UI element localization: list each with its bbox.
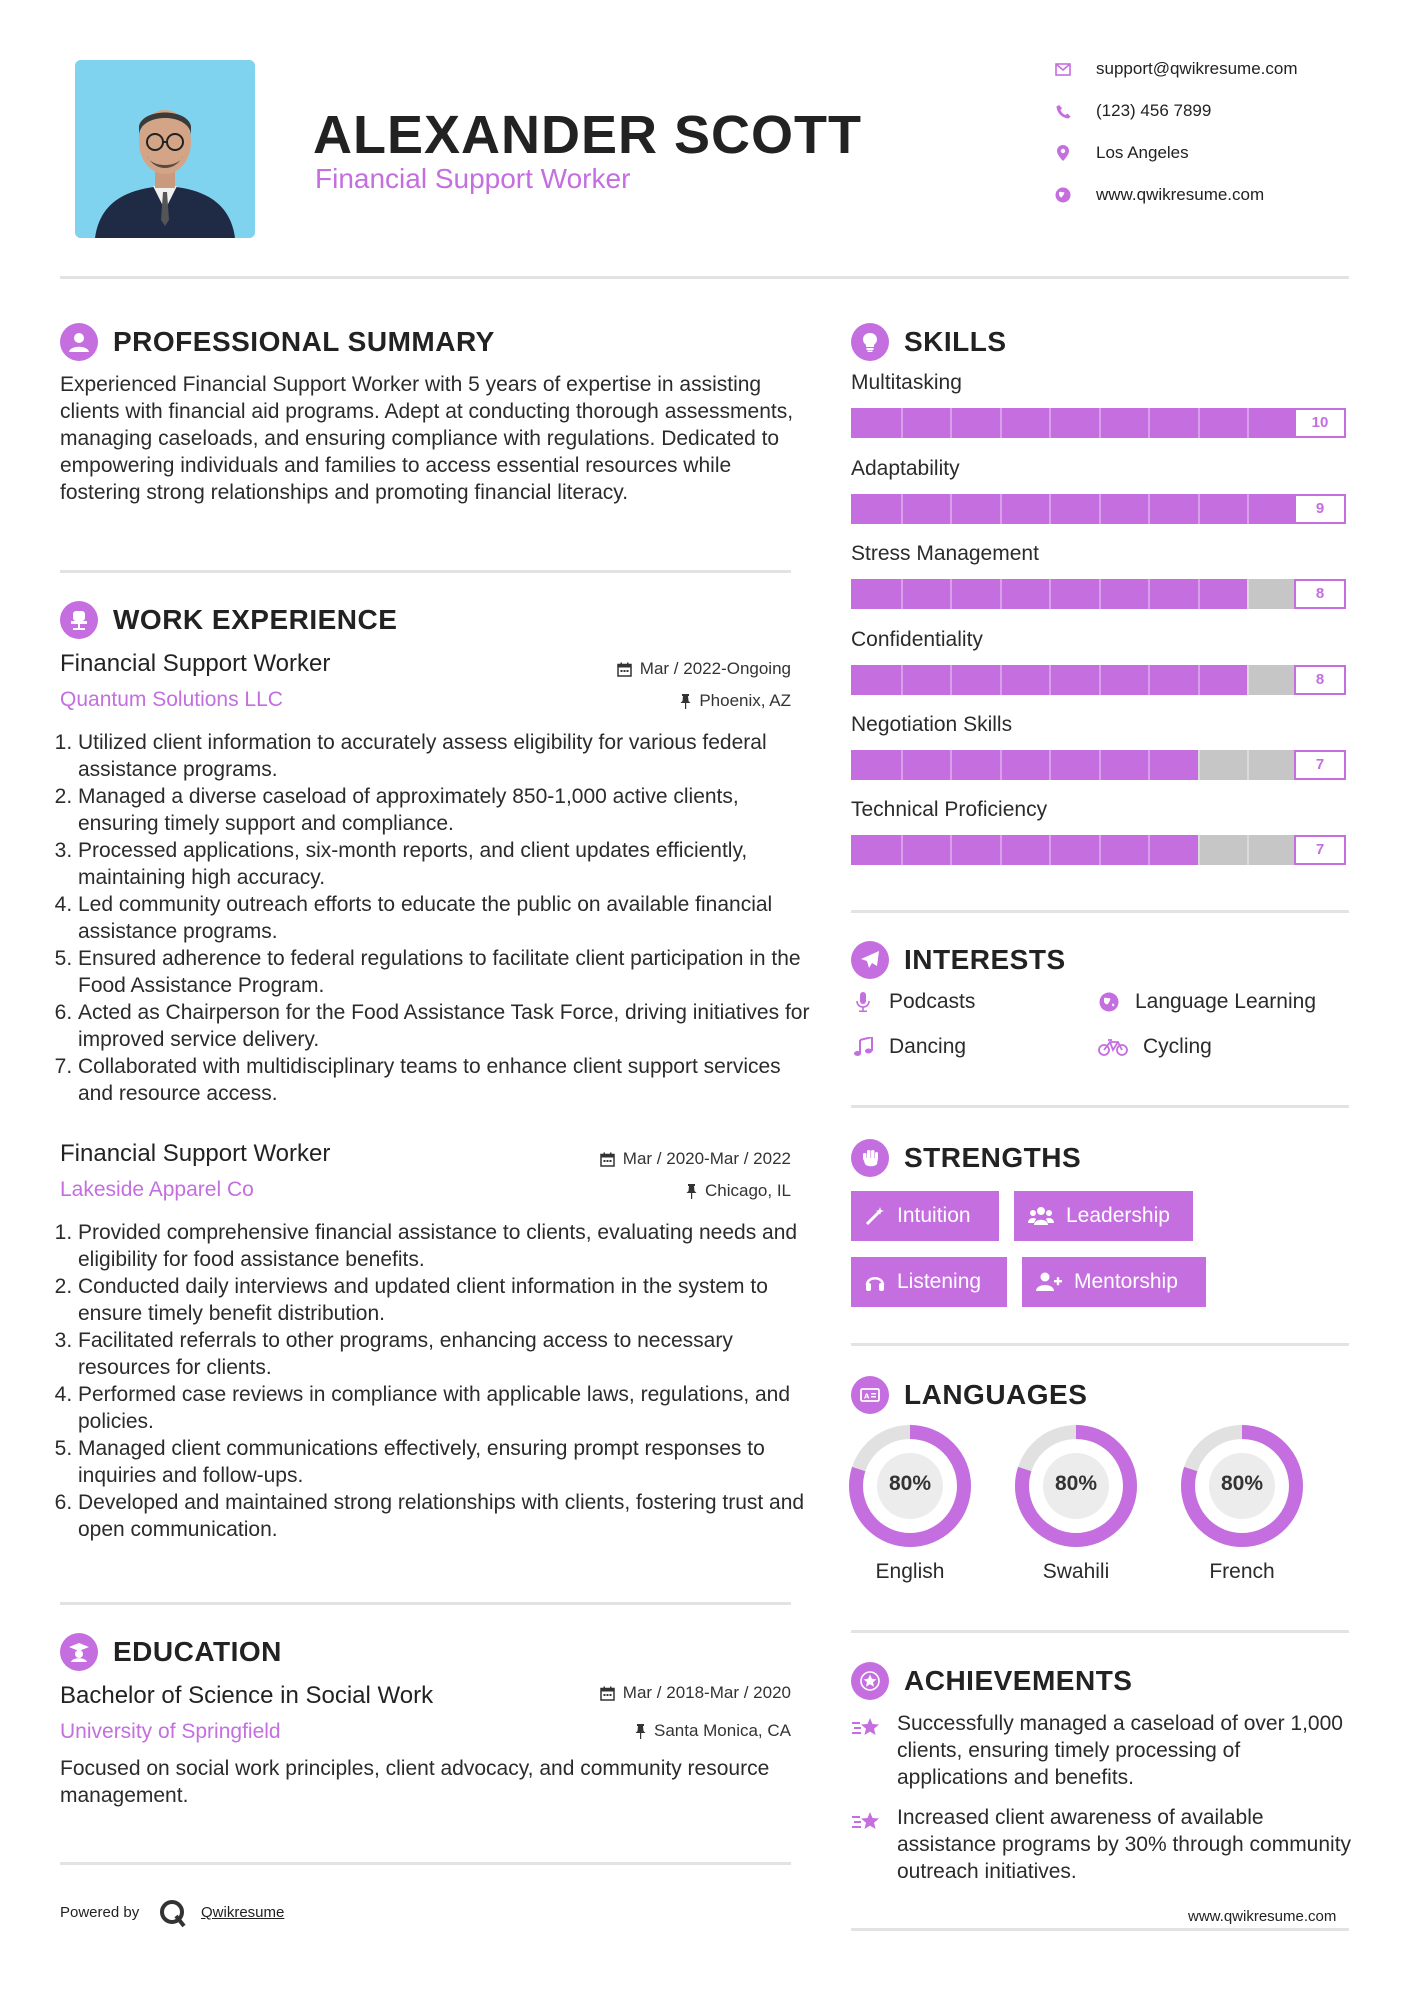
- skill-bar-segment: [901, 750, 903, 780]
- list-item: 2. Managed a diverse caseload of approximately 850-1,000 active clients, ensuring timely support and compliance.: [78, 783, 813, 837]
- qwikresume-link[interactable]: Qwikresume: [201, 1904, 285, 1921]
- user-plus-icon: [1036, 1272, 1062, 1292]
- skill-bar-segment: [1247, 835, 1249, 865]
- skill-bar-segment: [1148, 408, 1150, 438]
- strength-listening: [851, 1257, 1007, 1307]
- list-item: 5. Ensured adherence to federal regulations to facilitate client participation in the Food Assistance Program.: [78, 945, 813, 999]
- skill-bar-segment: [950, 835, 952, 865]
- qwikresume-logo-icon: [158, 1898, 188, 1928]
- profile-photo: [75, 60, 255, 238]
- pushpin-icon: [686, 1184, 697, 1199]
- language-percent: 80%: [1054, 1472, 1098, 1495]
- powered-by-text: Powered by: [60, 1904, 140, 1921]
- skill-bar-segment: [1198, 665, 1200, 695]
- list-item: 6. Developed and maintained strong relationships with clients, fostering trust and open communication.: [78, 1489, 813, 1543]
- summary-heading-text: PROFESSIONAL SUMMARY: [113, 326, 495, 357]
- skill-bar-segment: [1198, 579, 1200, 609]
- contact-website-text: www.qwikresume.com: [1096, 185, 1265, 204]
- list-item: 6. Acted as Chairperson for the Food Assistance Task Force, driving initiatives for improved service delivery.: [78, 999, 813, 1053]
- skill-bar-segment: [950, 750, 952, 780]
- skills-heading-text: SKILLS: [904, 326, 1007, 357]
- list-item: 1. Utilized client information to accurately assess eligibility for various federal assistance programs.: [78, 729, 813, 783]
- summary-divider: [60, 570, 791, 573]
- summary-text: Experienced Financial Support Worker with 5 years of expertise in assisting clients with financial aid programs. Adept at conducting thorough assessments, managing caseloads, and ensuring compliance with regulations. Dedicated to empowering individuals and families to access essential resources while fostering strong relationships and promoting financial literacy.: [60, 373, 794, 504]
- skill-bar: [851, 835, 1346, 865]
- skill-name: Stress Management: [851, 542, 1039, 565]
- users-icon: [1028, 1206, 1054, 1226]
- strengths-heading-text: STRENGTHS: [904, 1142, 1082, 1173]
- skill-bar-segment: [1247, 665, 1249, 695]
- skill-bar-segment: [901, 579, 903, 609]
- language-percent: 80%: [1220, 1472, 1264, 1495]
- education-school: University of Springfield: [60, 1720, 281, 1743]
- work-heading: [60, 601, 397, 639]
- job-1-date-text: Mar / 2022-Ongoing: [639, 659, 791, 678]
- education-description: Focused on social work principles, client advocacy, and community resource management.: [60, 1757, 770, 1807]
- achievement-text: Increased client awareness of available assistance programs by 30% through community outreach initiatives.: [897, 1806, 1352, 1883]
- skill-bar-segment: [901, 408, 903, 438]
- skill-bar-segment: [1198, 408, 1200, 438]
- achievement-item: [851, 1710, 1352, 1791]
- job-2-location: [686, 1181, 791, 1201]
- map-pin-icon: [1052, 142, 1074, 164]
- skill-bar-segment: [1099, 665, 1101, 695]
- interest-label: Dancing: [889, 1035, 967, 1058]
- list-item: 3. Processed applications, six-month reports, and client updates efficiently, maintaining high accuracy.: [78, 837, 813, 891]
- skill-name: Negotiation Skills: [851, 713, 1013, 736]
- language-name: English: [875, 1560, 945, 1583]
- strength-label: Intuition: [897, 1204, 971, 1227]
- job-1-company: Quantum Solutions LLC: [60, 688, 283, 711]
- music-note-icon: [851, 1035, 875, 1059]
- job-1-title: Financial Support Worker: [60, 650, 331, 677]
- contact-location: [1052, 142, 1189, 164]
- magic-wand-icon: [865, 1206, 885, 1226]
- job-2-title: Financial Support Worker: [60, 1140, 331, 1167]
- contact-phone-text: (123) 456 7899: [1096, 101, 1212, 120]
- language-ring: [848, 1424, 972, 1548]
- pushpin-icon: [680, 694, 691, 709]
- language-name: Swahili: [1042, 1560, 1110, 1583]
- skill-name: Adaptability: [851, 457, 960, 480]
- interest-language-learning: [1097, 990, 1316, 1014]
- skill-bar-segment: [1000, 408, 1002, 438]
- contact-website[interactable]: [1052, 184, 1264, 206]
- skill-bar-segment: [950, 579, 952, 609]
- skills-divider: [851, 910, 1349, 913]
- skill-bar-segment: [1198, 750, 1200, 780]
- skill-bar: [851, 408, 1346, 438]
- interests-heading: [851, 941, 1066, 979]
- list-item: 4. Performed case reviews in compliance with applicable laws, regulations, and policies.: [78, 1381, 813, 1435]
- graduation-icon: [60, 1633, 98, 1671]
- contact-phone: [1052, 100, 1211, 122]
- skill-bar-segment: [1000, 835, 1002, 865]
- skill-bar-segment: [1099, 750, 1101, 780]
- list-item: 1. Provided comprehensive financial assistance to clients, evaluating needs and eligibility for food assistance benefits.: [78, 1219, 813, 1273]
- interest-dancing: [851, 1035, 966, 1059]
- briefcase-chair-icon: [60, 601, 98, 639]
- strengths-heading: [851, 1139, 1081, 1177]
- fist-icon: [851, 1139, 889, 1177]
- achievements-heading: [851, 1662, 1132, 1700]
- globe-icon: [1097, 990, 1121, 1014]
- interests-divider: [851, 1105, 1349, 1108]
- skill-bar-segment: [901, 665, 903, 695]
- skill-level-badge: 10: [1294, 408, 1346, 438]
- star-badge-icon: [851, 1662, 889, 1700]
- skill-bar-segment: [1000, 494, 1002, 524]
- job-2-location-text: Chicago, IL: [705, 1181, 791, 1200]
- skill-bar-segment: [1198, 494, 1200, 524]
- strength-intuition: [851, 1191, 999, 1241]
- languages-heading: [851, 1376, 1087, 1414]
- skill-bar-segment: [1099, 835, 1101, 865]
- skills-heading: [851, 323, 1007, 361]
- strength-leadership: [1014, 1191, 1193, 1241]
- skill-bar-segment: [901, 494, 903, 524]
- header-divider: [60, 276, 1349, 279]
- education-date: [600, 1683, 791, 1703]
- list-item: 7. Collaborated with multidisciplinary teams to enhance client support services and resource access.: [78, 1053, 813, 1107]
- skill-bar-segment: [950, 494, 952, 524]
- lightbulb-icon: [851, 323, 889, 361]
- strength-mentorship: [1022, 1257, 1206, 1307]
- contact-location-text: Los Angeles: [1096, 143, 1189, 162]
- skill-bar-segment: [1099, 579, 1101, 609]
- skill-bar: [851, 750, 1346, 780]
- language-percent: 80%: [888, 1472, 932, 1495]
- microphone-icon: [851, 990, 875, 1014]
- skill-bar-segment: [1049, 579, 1051, 609]
- contact-email-text: support@qwikresume.com: [1096, 59, 1298, 78]
- language-ring: [1180, 1424, 1304, 1548]
- interest-label: Podcasts: [889, 990, 976, 1013]
- job-1-date: [617, 659, 791, 679]
- skill-bar-segment: [950, 408, 952, 438]
- skill-bar-segment: [1099, 408, 1101, 438]
- skill-bar-segment: [1247, 494, 1249, 524]
- interest-podcasts: [851, 990, 975, 1014]
- skill-bar-segment: [1198, 835, 1200, 865]
- skill-name: Confidentiality: [851, 628, 983, 651]
- achievement-item: [851, 1804, 1352, 1885]
- skill-name: Multitasking: [851, 371, 962, 394]
- skill-bar-segment: [1000, 579, 1002, 609]
- skill-bar-segment: [1049, 750, 1051, 780]
- skill-bar-segment: [901, 835, 903, 865]
- skill-name: Technical Proficiency: [851, 798, 1048, 821]
- education-degree: Bachelor of Science in Social Work: [60, 1682, 434, 1709]
- job-2-date: [600, 1149, 791, 1169]
- job-1-duties: [60, 729, 813, 1107]
- skill-level-badge: 8: [1294, 579, 1346, 609]
- bicycle-icon: [1097, 1035, 1129, 1059]
- strength-label: Listening: [897, 1270, 982, 1293]
- strength-label: Leadership: [1066, 1204, 1170, 1227]
- pushpin-icon: [635, 1724, 646, 1739]
- list-item: 2. Conducted daily interviews and updated client information in the system to ensure timely benefit distribution.: [78, 1273, 813, 1327]
- calendar-icon: [600, 1152, 615, 1167]
- skill-bar-segment: [1049, 835, 1051, 865]
- shooting-star-icon: [851, 1806, 883, 1838]
- skill-bar: [851, 579, 1346, 609]
- education-date-text: Mar / 2018-Mar / 2020: [622, 1683, 791, 1702]
- skill-bar-segment: [1247, 408, 1249, 438]
- skill-bar-segment: [1148, 835, 1150, 865]
- achievement-text: Successfully managed a caseload of over 1,000 clients, ensuring timely processing of applications and benefits.: [897, 1712, 1343, 1789]
- skill-bar-segment: [1049, 408, 1051, 438]
- svg-text:A: A: [864, 1392, 870, 1401]
- job-2-company: Lakeside Apparel Co: [60, 1178, 254, 1201]
- shooting-star-icon: [851, 1712, 883, 1744]
- contact-email: [1052, 58, 1298, 80]
- interest-label: Cycling: [1143, 1035, 1212, 1058]
- skill-level-badge: 7: [1294, 750, 1346, 780]
- job-1-location: [680, 691, 791, 711]
- skill-bar-segment: [1000, 665, 1002, 695]
- skill-level-badge: 8: [1294, 665, 1346, 695]
- skill-bar-fill: [851, 494, 1297, 524]
- calendar-icon: [617, 662, 632, 677]
- summary-heading: [60, 323, 495, 361]
- education-divider: [60, 1862, 791, 1865]
- candidate-name: ALEXANDER SCOTT: [313, 105, 863, 165]
- education-heading: [60, 1633, 282, 1671]
- job-1-location-text: Phoenix, AZ: [699, 691, 791, 710]
- user-icon: [60, 323, 98, 361]
- education-heading-text: EDUCATION: [113, 1636, 282, 1667]
- skill-bar-segment: [1000, 750, 1002, 780]
- skill-level-badge: 9: [1294, 494, 1346, 524]
- skill-bar-segment: [1049, 494, 1051, 524]
- strengths-divider: [851, 1343, 1349, 1346]
- strength-label: Mentorship: [1074, 1270, 1178, 1293]
- job-2-date-text: Mar / 2020-Mar / 2022: [622, 1149, 791, 1168]
- achievements-heading-text: ACHIEVEMENTS: [904, 1665, 1133, 1696]
- job-2-duties: [60, 1219, 813, 1543]
- languages-divider: [851, 1630, 1349, 1633]
- skill-bar-segment: [950, 665, 952, 695]
- interests-heading-text: INTERESTS: [904, 944, 1066, 975]
- language-name: French: [1209, 1560, 1275, 1583]
- headphones-icon: [865, 1272, 885, 1292]
- language-card-icon: [851, 1376, 889, 1414]
- skill-bar: [851, 665, 1346, 695]
- skill-level-badge: 7: [1294, 835, 1346, 865]
- education-location: [635, 1721, 791, 1741]
- education-location-text: Santa Monica, CA: [653, 1721, 791, 1740]
- skill-bar-segment: [1148, 494, 1150, 524]
- candidate-title: Financial Support Worker: [315, 163, 631, 194]
- globe-icon: [1052, 184, 1074, 206]
- footer-website[interactable]: www.qwikresume.com: [1188, 1908, 1337, 1925]
- footer-divider: [851, 1928, 1349, 1931]
- skill-bar-segment: [1247, 750, 1249, 780]
- skill-bar-segment: [1148, 750, 1150, 780]
- interest-label: Language Learning: [1135, 990, 1317, 1013]
- skill-bar-segment: [1148, 579, 1150, 609]
- phone-icon: [1052, 100, 1074, 122]
- skill-bar-segment: [1247, 579, 1249, 609]
- skill-bar-segment: [1049, 665, 1051, 695]
- list-item: 5. Managed client communications effectively, ensuring prompt responses to inquiries and follow-ups.: [78, 1435, 813, 1489]
- interest-cycling: [1097, 1035, 1212, 1059]
- paper-plane-icon: [851, 941, 889, 979]
- language-ring: [1014, 1424, 1138, 1548]
- calendar-icon: [600, 1686, 615, 1701]
- list-item: 4. Led community outreach efforts to educate the public on available financial assistance programs.: [78, 891, 813, 945]
- skill-bar: [851, 494, 1346, 524]
- skill-bar-segment: [1148, 665, 1150, 695]
- languages-heading-text: LANGUAGES: [904, 1379, 1088, 1410]
- work-heading-text: WORK EXPERIENCE: [113, 604, 398, 635]
- skill-bar-segment: [1099, 494, 1101, 524]
- work-divider: [60, 1602, 791, 1605]
- list-item: 3. Facilitated referrals to other programs, enhancing access to necessary resources for clients.: [78, 1327, 813, 1381]
- envelope-icon: [1052, 58, 1074, 80]
